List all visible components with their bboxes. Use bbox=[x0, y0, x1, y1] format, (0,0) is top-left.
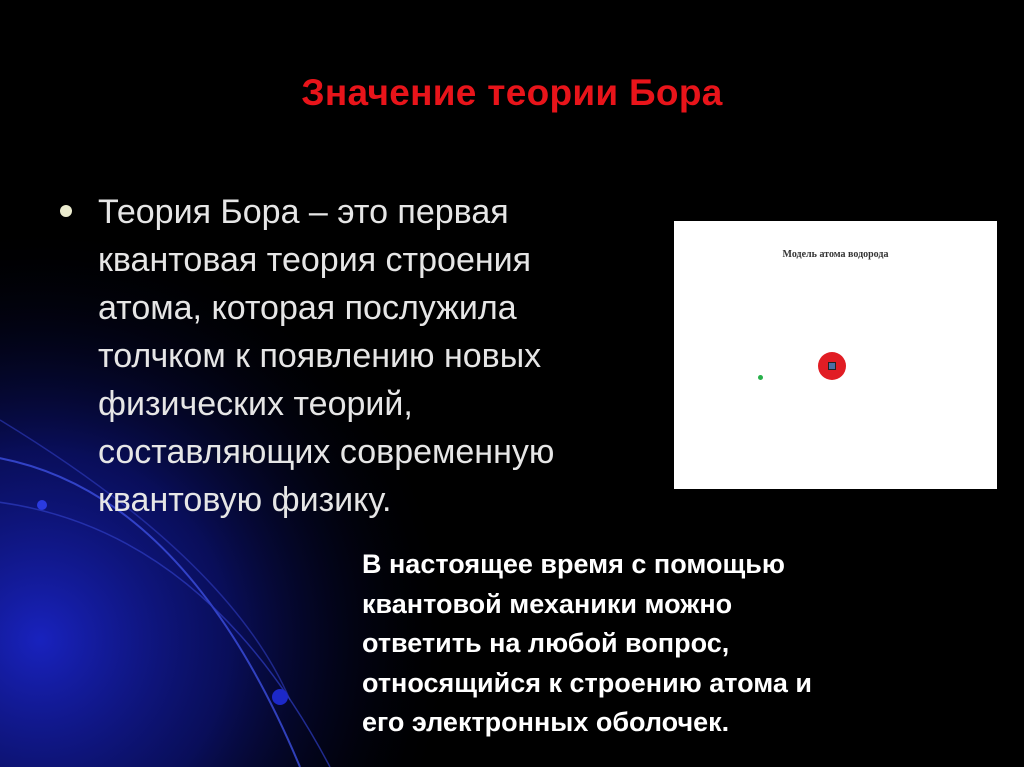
slide-title: Значение теории Бора bbox=[301, 72, 723, 113]
bullet-text: Теория Бора – это первая квантовая теория строения атома, которая послужила толчком к появлению новых физических теорий, составляющих современную квантовую физику. bbox=[98, 193, 555, 519]
hydrogen-atom-model-image bbox=[674, 221, 997, 489]
nucleus-icon bbox=[818, 352, 846, 380]
bullet-dot-icon bbox=[60, 205, 72, 217]
electron-icon bbox=[758, 375, 763, 380]
conclusion-text: В настоящее время с помощью квантовой механики можно ответить на любой вопрос, относящийся к строению атома и его электронных оболочек. bbox=[362, 549, 812, 737]
nucleus-core-icon bbox=[828, 362, 836, 370]
figure-caption: Модель атома водорода bbox=[782, 249, 889, 260]
